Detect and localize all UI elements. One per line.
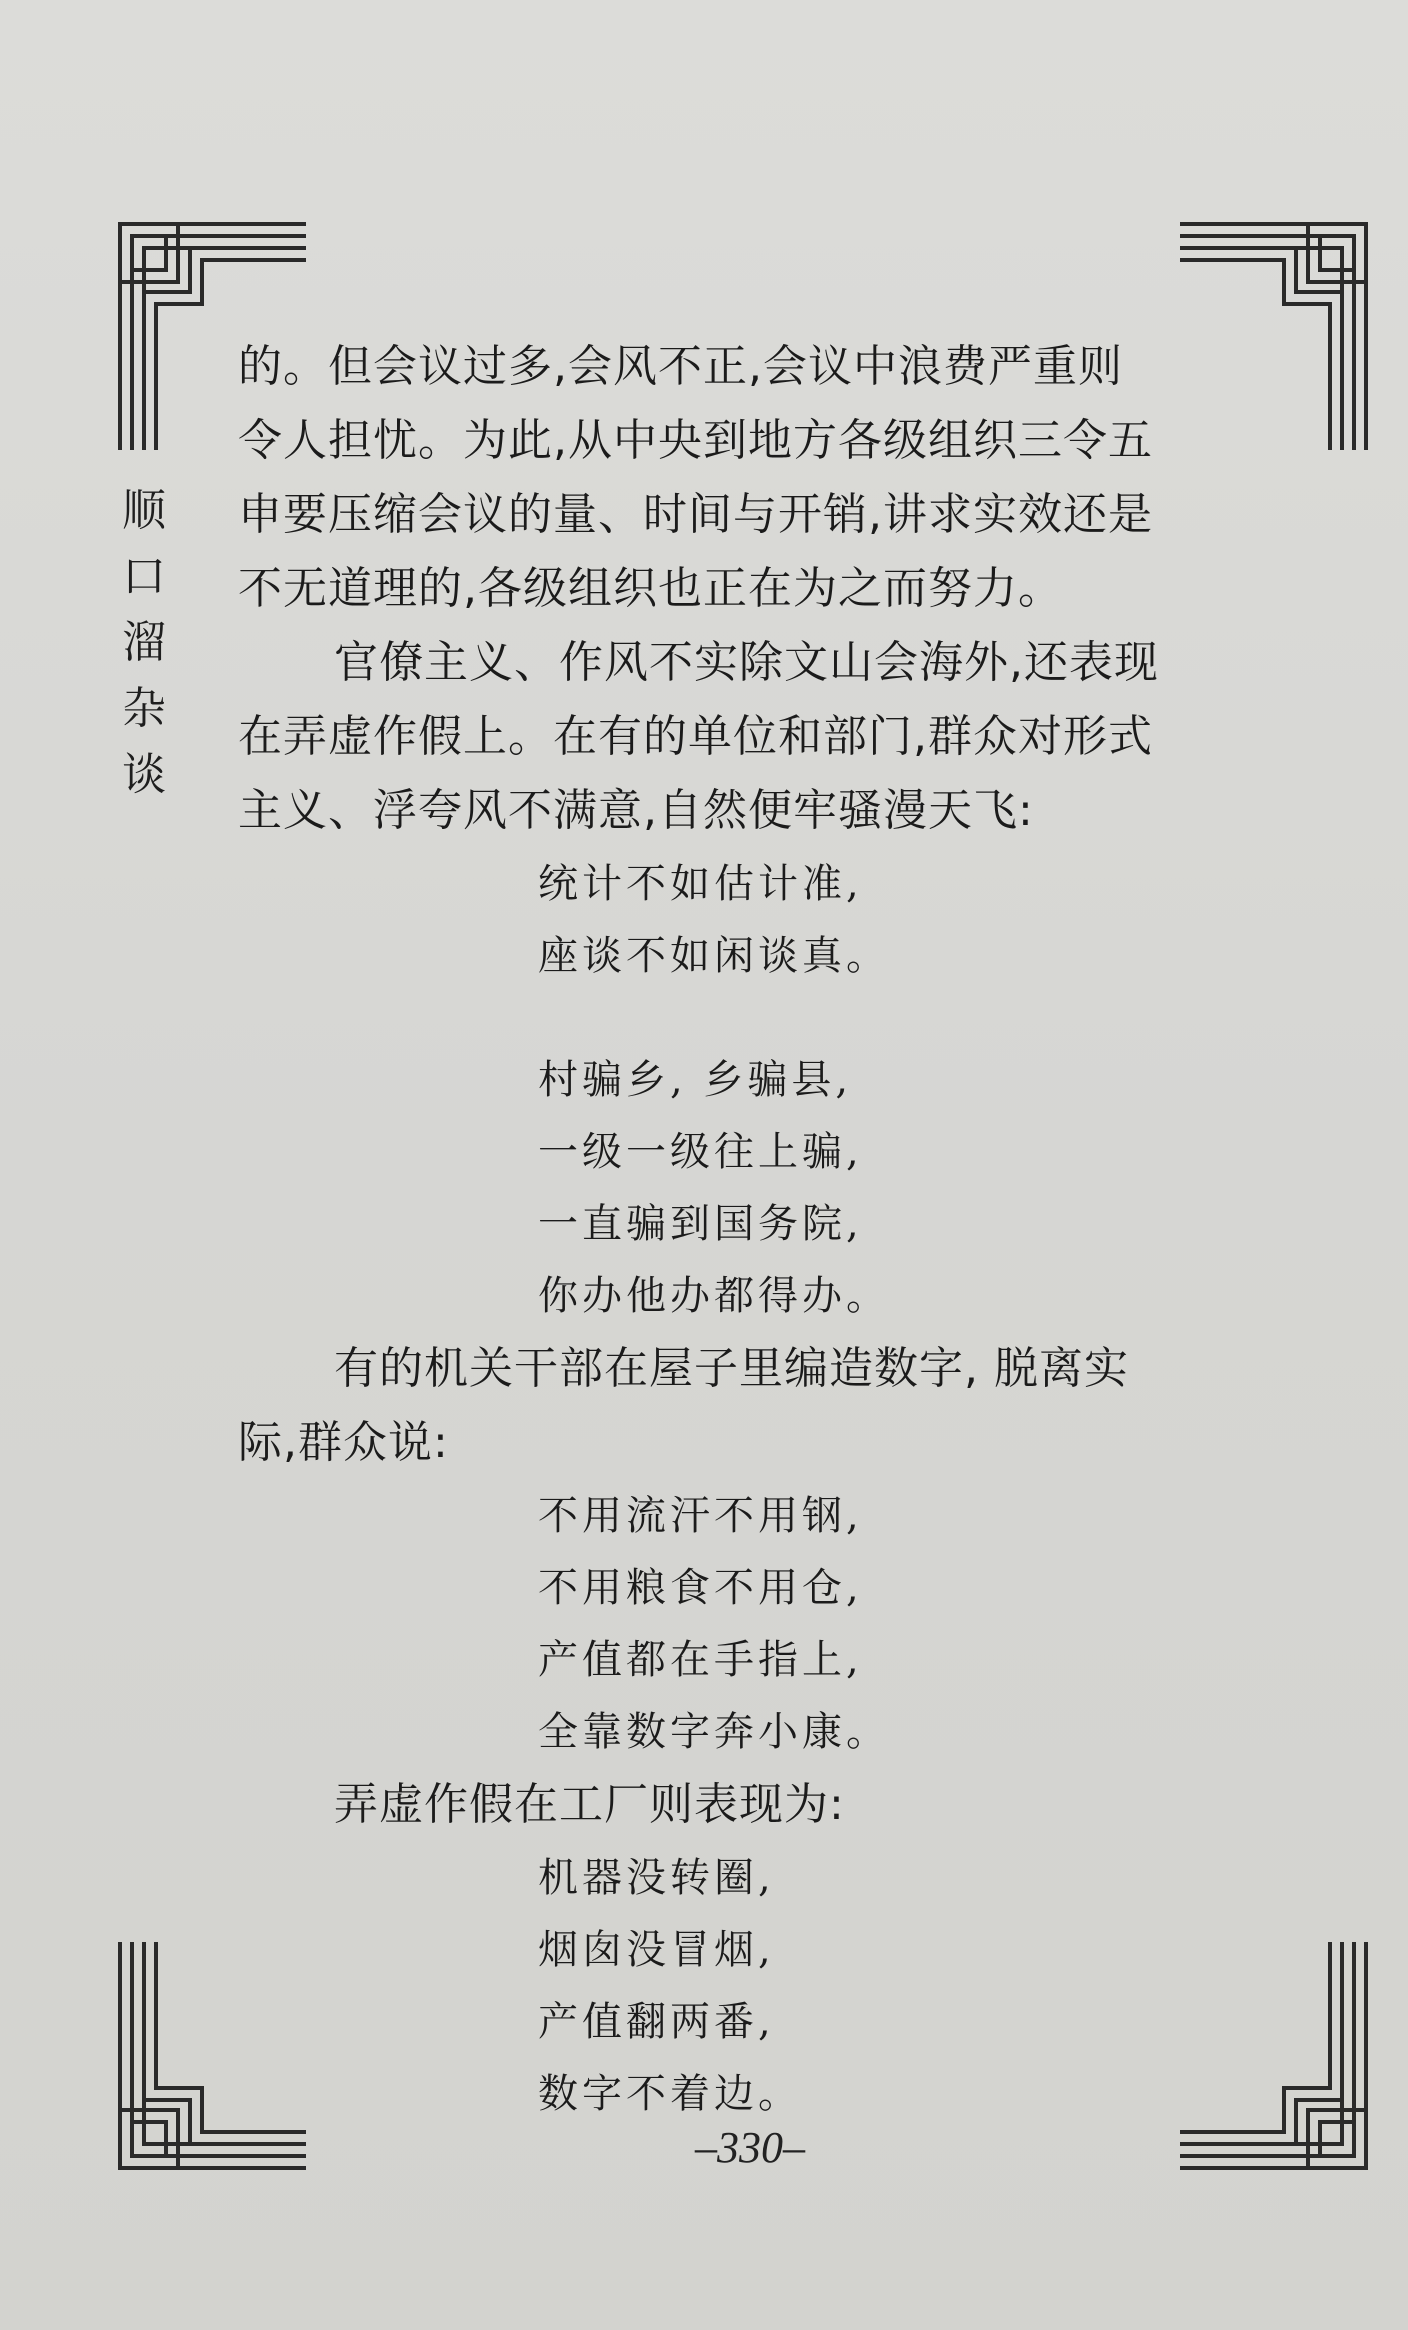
- verse-line: 不用粮食不用仓,: [538, 1565, 863, 1611]
- verse-line: 村骗乡, 乡骗县,: [538, 1057, 853, 1103]
- verse-4: [238, 1842, 1248, 2130]
- paragraph-1: 的。但会议过多,会风不正,会议中浪费严重则 令人担忧。为此,从中央到地方各级组织三令五 申要压缩会议的量、时间与开销,讲求实效还是 不无道理的,各级组织也正在为之而努力。: [238, 341, 1153, 614]
- page-number: –330–: [695, 2123, 805, 2172]
- side-title-char: 谈: [122, 749, 166, 800]
- main-text: [238, 330, 1248, 2130]
- verse-line: 产值都在手指上,: [538, 1637, 863, 1683]
- verse-line: 数字不着边。: [538, 2071, 802, 2117]
- verse-line: 全靠数字奔小康。: [538, 1709, 890, 1755]
- side-title-char: 杂: [122, 683, 166, 734]
- verse-line: 不用流汗不用钢,: [538, 1493, 863, 1539]
- verse-1: [238, 848, 1248, 992]
- side-title-char: 顺: [122, 485, 166, 536]
- verse-3: [238, 1480, 1248, 1768]
- verse-line: 产值翻两番,: [538, 1999, 775, 2045]
- paragraph-2: 官僚主义、作风不实除文山会海外,还表现 在弄虚作假上。在有的单位和部门,群众对形式 主义、浮夸风不满意,自然便牢骚漫天飞:: [238, 637, 1159, 836]
- verse-line: 机器没转圈,: [538, 1855, 775, 1901]
- paragraph-4: 弄虚作假在工厂则表现为:: [334, 1779, 845, 1830]
- stanza-gap: [238, 992, 1248, 1044]
- side-running-title: [112, 478, 176, 808]
- verse-line: 一直骗到国务院,: [538, 1201, 863, 1247]
- verse-line: 你办他办都得办。: [538, 1273, 890, 1319]
- verse-line: 一级一级往上骗,: [538, 1129, 863, 1175]
- side-title-char: 口: [122, 551, 166, 602]
- verse-2: [238, 1044, 1248, 1332]
- side-title-char: 溜: [122, 617, 166, 668]
- paragraph-3: 有的机关干部在屋子里编造数字, 脱离实 际,群众说:: [238, 1343, 1129, 1468]
- verse-line: 统计不如估计准,: [538, 861, 863, 907]
- verse-line: 烟囱没冒烟,: [538, 1927, 775, 1973]
- verse-line: 座谈不如闲谈真。: [538, 933, 890, 979]
